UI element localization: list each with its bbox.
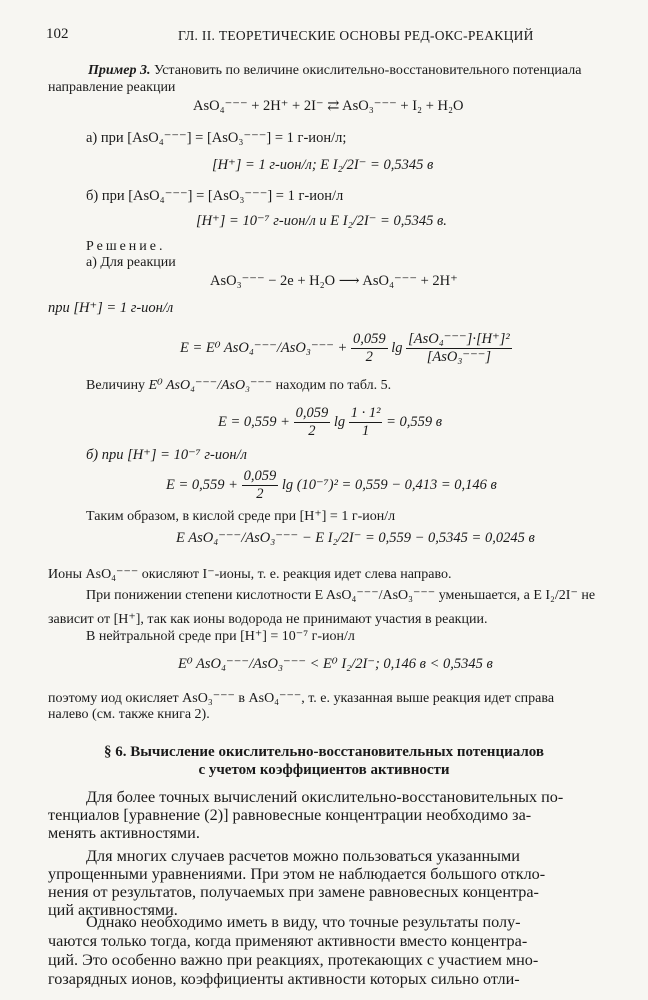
nernst-lhs: E = E⁰ AsO₄⁻⁻⁻/AsO₃⁻⁻⁻ + [180, 339, 348, 356]
table-note-symbol: E⁰ AsO₄⁻⁻⁻/AsO₃⁻⁻⁻ [148, 378, 273, 393]
para3-line4: гозарядных ионов, коэффициенты активности которых сильно отли- [48, 970, 520, 988]
case-b-conditions: [H⁺] = 10⁻⁷ г-ион/л и E I₂/2I⁻ = 0,5345 в. [196, 213, 447, 229]
reaction-equation: AsO₄⁻⁻⁻ + 2H⁺ + 2I⁻ ⇄ AsO₃⁻⁻⁻ + I₂ + H₂O [193, 98, 464, 114]
example-task-text: Установить по величине окислительно-восстановительного потенциала [153, 63, 582, 78]
case-a-concentrations: а) при [AsO₄⁻⁻⁻] = [AsO₃⁻⁻⁻] = 1 г-ион/л; [86, 130, 347, 146]
calc-b-coef [242, 468, 279, 503]
solution-title: Решение. [86, 239, 166, 254]
example-task-line2: направление реакции [48, 80, 176, 95]
para1-line3: менять активностями. [48, 824, 200, 842]
coef-numerator: 0,059 [352, 331, 386, 347]
calc-a-frac-num: 1 · 1² [350, 405, 381, 421]
calc-a-fraction [349, 405, 383, 440]
nernst-numerator: [AsO₄⁻⁻⁻]·[H⁺]² [408, 331, 510, 347]
nernst-denominator: [AsO₃⁻⁻⁻] [426, 349, 492, 365]
calc-a-lhs: E = 0,559 + [218, 413, 290, 430]
lg-operator: lg [391, 339, 403, 356]
calc-a-coef-den: 2 [308, 423, 316, 439]
paragraph-conclusion-2: налево (см. также книга 2). [48, 707, 210, 722]
condition-b: б) при [H⁺] = 10⁻⁷ г-ион/л [86, 447, 247, 463]
calc-a-coef-num: 0,059 [295, 405, 329, 421]
case-b-concentrations: б) при [AsO₄⁻⁻⁻] = [AsO₃⁻⁻⁻] = 1 г-ион/л [86, 188, 344, 204]
thus-line: Таким образом, в кислой среде при [H⁺] = 1 г-ион/л [86, 509, 396, 524]
calc-b-lhs: E = 0,559 + [166, 476, 238, 493]
table-note [86, 377, 391, 394]
calc-b-rhs: lg (10⁻⁷)² = 0,559 − 0,413 = 0,146 в [281, 476, 497, 493]
para2-line2: упрощенными уравнениями. При этом не наблюдается большого откло- [48, 865, 546, 883]
coef-denominator: 2 [365, 349, 373, 365]
calc-a-rhs: = 0,559 в [386, 413, 443, 430]
calc-a-coef [294, 405, 331, 440]
half-reaction: AsO₃⁻⁻⁻ − 2e + H₂O ⟶ AsO₄⁻⁻⁻ + 2H⁺ [210, 273, 458, 289]
section-title-line1: § 6. Вычисление окислительно-восстановительных потенциалов [103, 744, 545, 760]
para3-line3: ций. Это особенно важно при реакциях, протекающих с участием мно- [48, 951, 539, 969]
nernst-equation [180, 331, 512, 366]
para1-line1: Для более точных вычислений окислительно-восстановительных по- [86, 788, 564, 806]
para1-line2: тенциалов [уравнение (2)] равновесные концентрации необходимо за- [48, 806, 532, 824]
paragraph-acidity-2: зависит от [H⁺], так как ионы водорода не принимают участия в реакции. [48, 612, 488, 627]
paragraph-neutral: В нейтральной среде при [H⁺] = 10⁻⁷ г-ион/л [86, 629, 355, 644]
para2-line3: нения от результатов, получаемых при замене равновесных концентра- [48, 883, 539, 901]
running-title: ГЛ. II. ТЕОРЕТИЧЕСКИЕ ОСНОВЫ РЕД-ОКС-РЕАКЦИЙ [178, 28, 534, 43]
calc-b-coef-num: 0,059 [243, 468, 277, 484]
calc-a-frac-den: 1 [361, 423, 370, 439]
paragraph-conclusion-1: поэтому иод окисляет AsO₃⁻⁻⁻ в AsO₄⁻⁻⁻, т. е. указанная выше реакция идет справа [48, 691, 555, 706]
potential-difference: E AsO₄⁻⁻⁻/AsO₃⁻⁻⁻ − E I₂/2I⁻ = 0,559 − 0,5345 = 0,0245 в [176, 530, 535, 546]
page-number: 102 [46, 26, 69, 42]
para3-line1: Однако необходимо иметь в виду, что точные результаты полу- [86, 913, 521, 931]
solution-a-label: а) Для реакции [86, 255, 176, 270]
potential-inequality: E⁰ AsO₄⁻⁻⁻/AsO₃⁻⁻⁻ < E⁰ I₂/2I⁻; 0,146 в < 0,5345 в [178, 656, 493, 672]
section-title-line2: с учетом коэффициентов активности [198, 762, 450, 778]
calc-a [218, 405, 442, 440]
case-a-conditions: [H⁺] = 1 г-ион/л; E I₂/2I⁻ = 0,5345 в [212, 157, 434, 173]
nernst-fraction [406, 331, 512, 366]
table-note-post: находим по табл. 5. [275, 378, 392, 393]
coef-fraction [351, 331, 388, 366]
paragraph-acidity-1: При понижении степени кислотности E AsO₄⁻⁻⁻/AsO₃⁻⁻⁻ уменьшается, а E I₂/2I⁻ не [86, 588, 596, 603]
calc-a-lg: lg [333, 413, 346, 430]
para2-line4: ций активностями. [48, 901, 178, 919]
calc-b [166, 468, 497, 503]
para3-line2: чаются только тогда, когда применяют активности вместо концентра- [48, 932, 528, 950]
example-label: Пример 3. [88, 63, 151, 78]
para2-line1: Для многих случаев расчетов можно пользоваться указанными [86, 847, 520, 865]
condition-acidic: при [H⁺] = 1 г-ион/л [48, 300, 174, 316]
paragraph-oxidize: Ионы AsO₄⁻⁻⁻ окисляют I⁻-ионы, т. е. реакция идет слева направо. [48, 567, 452, 582]
table-note-pre: Величину [86, 378, 146, 393]
example-task-line1 [88, 63, 581, 79]
calc-b-coef-den: 2 [256, 486, 264, 502]
